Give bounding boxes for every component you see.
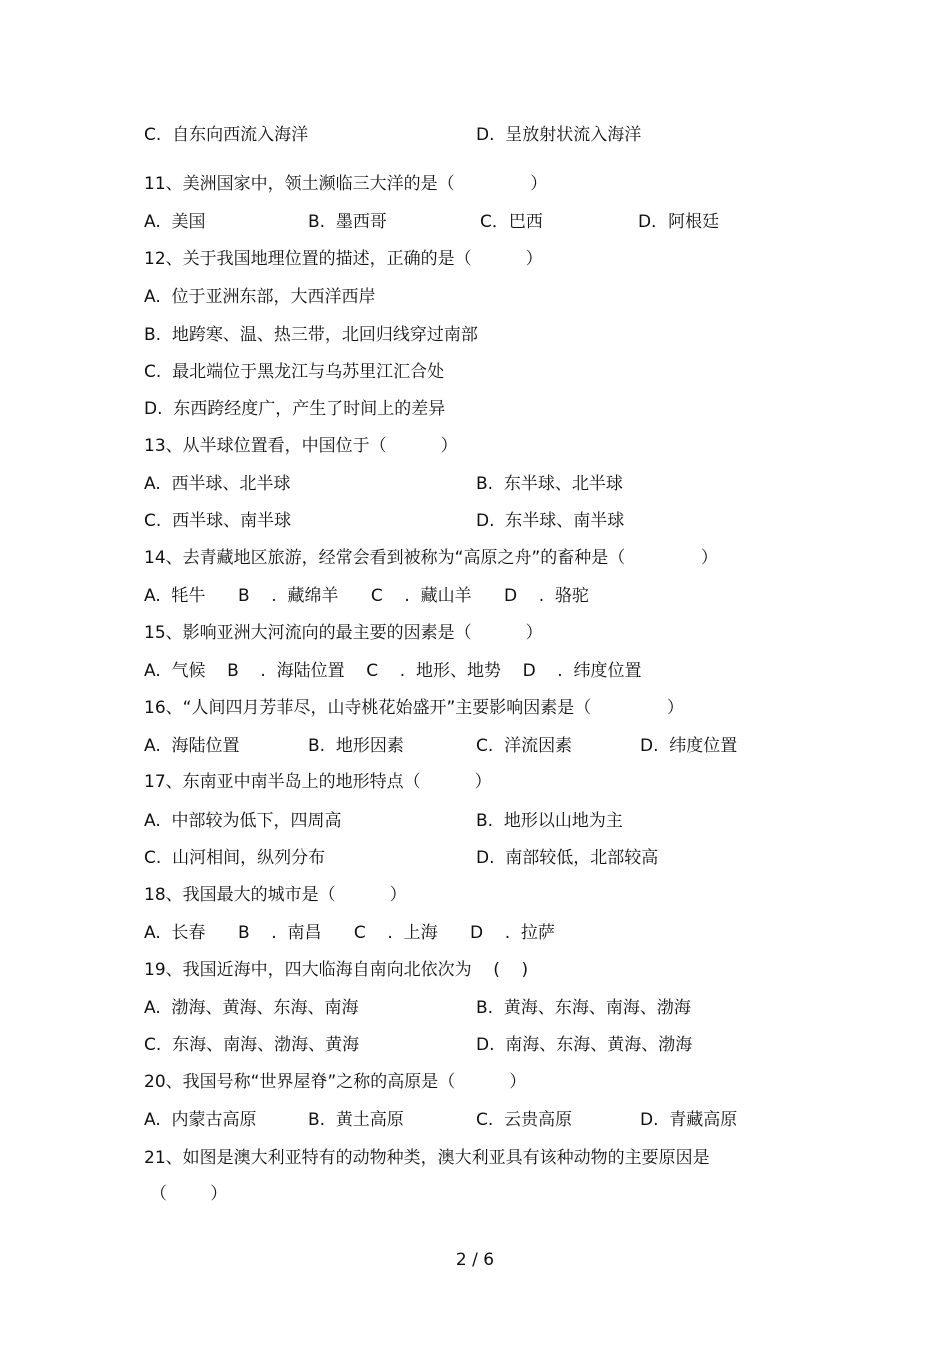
options-14: A. 牦牛 B . 藏绵羊 C . 藏山羊 D . 骆驼 xyxy=(144,586,589,606)
option-11d: D．阿根廷 xyxy=(638,212,720,232)
option-10d: D. 呈放射状流入海洋 xyxy=(476,125,642,145)
option-20b: B. 黄土高原 xyxy=(308,1110,404,1130)
question-15: 15、影响亚洲大河流向的最主要的因素是（ ） xyxy=(144,623,543,643)
option-11a: A. 美国 xyxy=(144,212,206,232)
option-13d: D. 东半球、南半球 xyxy=(476,511,625,531)
option-17a: A. 中部较为低下，四周高 xyxy=(144,811,342,831)
option-17d: D. 南部较低，北部较高 xyxy=(476,848,659,868)
option-20d: D. 青藏高原 xyxy=(640,1110,738,1130)
option-16a: A. 海陆位置 xyxy=(144,736,240,756)
option-12c: C. 最北端位于黑龙江与乌苏里江汇合处 xyxy=(144,362,445,382)
question-19: 19、我国近海中，四大临海自南向北依次为 ( ) xyxy=(144,960,529,980)
options-15: A. 气候 B . 海陆位置 C . 地形、地势 D . 纬度位置 xyxy=(144,661,642,681)
option-11c: C．巴西 xyxy=(480,212,543,232)
option-20c: C. 云贵高原 xyxy=(476,1110,573,1130)
option-10c: C. 自东向西流入海洋 xyxy=(144,125,309,145)
question-16: 16、“人间四月芳菲尽，山寺桃花始盛开”主要影响因素是（ ） xyxy=(144,698,684,718)
question-11: 11、美洲国家中，领土濒临三大洋的是（ ） xyxy=(144,174,548,194)
option-12d: D. 东西跨经度广，产生了时间上的差异 xyxy=(144,399,446,419)
question-14: 14、去青藏地区旅游，经常会看到被称为“高原之舟”的畜种是（ ） xyxy=(144,548,718,568)
question-20: 20、我国号称“世界屋脊”之称的高原是（ ） xyxy=(144,1072,527,1092)
option-16c: C. 洋流因素 xyxy=(476,736,573,756)
option-17c: C. 山河相间，纵列分布 xyxy=(144,848,326,868)
option-13c: C. 西半球、南半球 xyxy=(144,511,292,531)
answer-paren-21: （ ） xyxy=(150,1184,228,1204)
option-19c: C. 东海、南海、渤海、黄海 xyxy=(144,1035,360,1055)
option-19a: A. 渤海、黄海、东海、南海 xyxy=(144,998,359,1018)
option-20a: A. 内蒙古高原 xyxy=(144,1110,257,1130)
page-number: 2 / 6 xyxy=(455,1250,495,1270)
option-16d: D. 纬度位置 xyxy=(640,736,738,756)
option-12b: B. 地跨寒、温、热三带，北回归线穿过南部 xyxy=(144,325,478,345)
option-19d: D. 南海、东海、黄海、渤海 xyxy=(476,1035,693,1055)
option-19b: B. 黄海、东海、南海、渤海 xyxy=(476,998,691,1018)
question-12: 12、关于我国地理位置的描述，正确的是（ ） xyxy=(144,249,543,269)
option-13a: A. 西半球、北半球 xyxy=(144,474,291,494)
option-17b: B. 地形以山地为主 xyxy=(476,811,623,831)
option-11b: B. 墨西哥 xyxy=(308,212,387,232)
question-17: 17、东南亚中南半岛上的地形特点（ ） xyxy=(144,772,492,792)
options-18: A. 长春 B . 南昌 C . 上海 D . 拉萨 xyxy=(144,923,555,943)
question-18: 18、我国最大的城市是（ ） xyxy=(144,885,407,905)
option-12a: A. 位于亚洲东部，大西洋西岸 xyxy=(144,287,376,307)
question-13: 13、从半球位置看，中国位于（ ） xyxy=(144,436,458,456)
option-16b: B. 地形因素 xyxy=(308,736,404,756)
option-13b: B. 东半球、北半球 xyxy=(476,474,623,494)
question-21: 21、如图是澳大利亚特有的动物种类，澳大利亚具有该种动物的主要原因是 xyxy=(144,1148,710,1168)
